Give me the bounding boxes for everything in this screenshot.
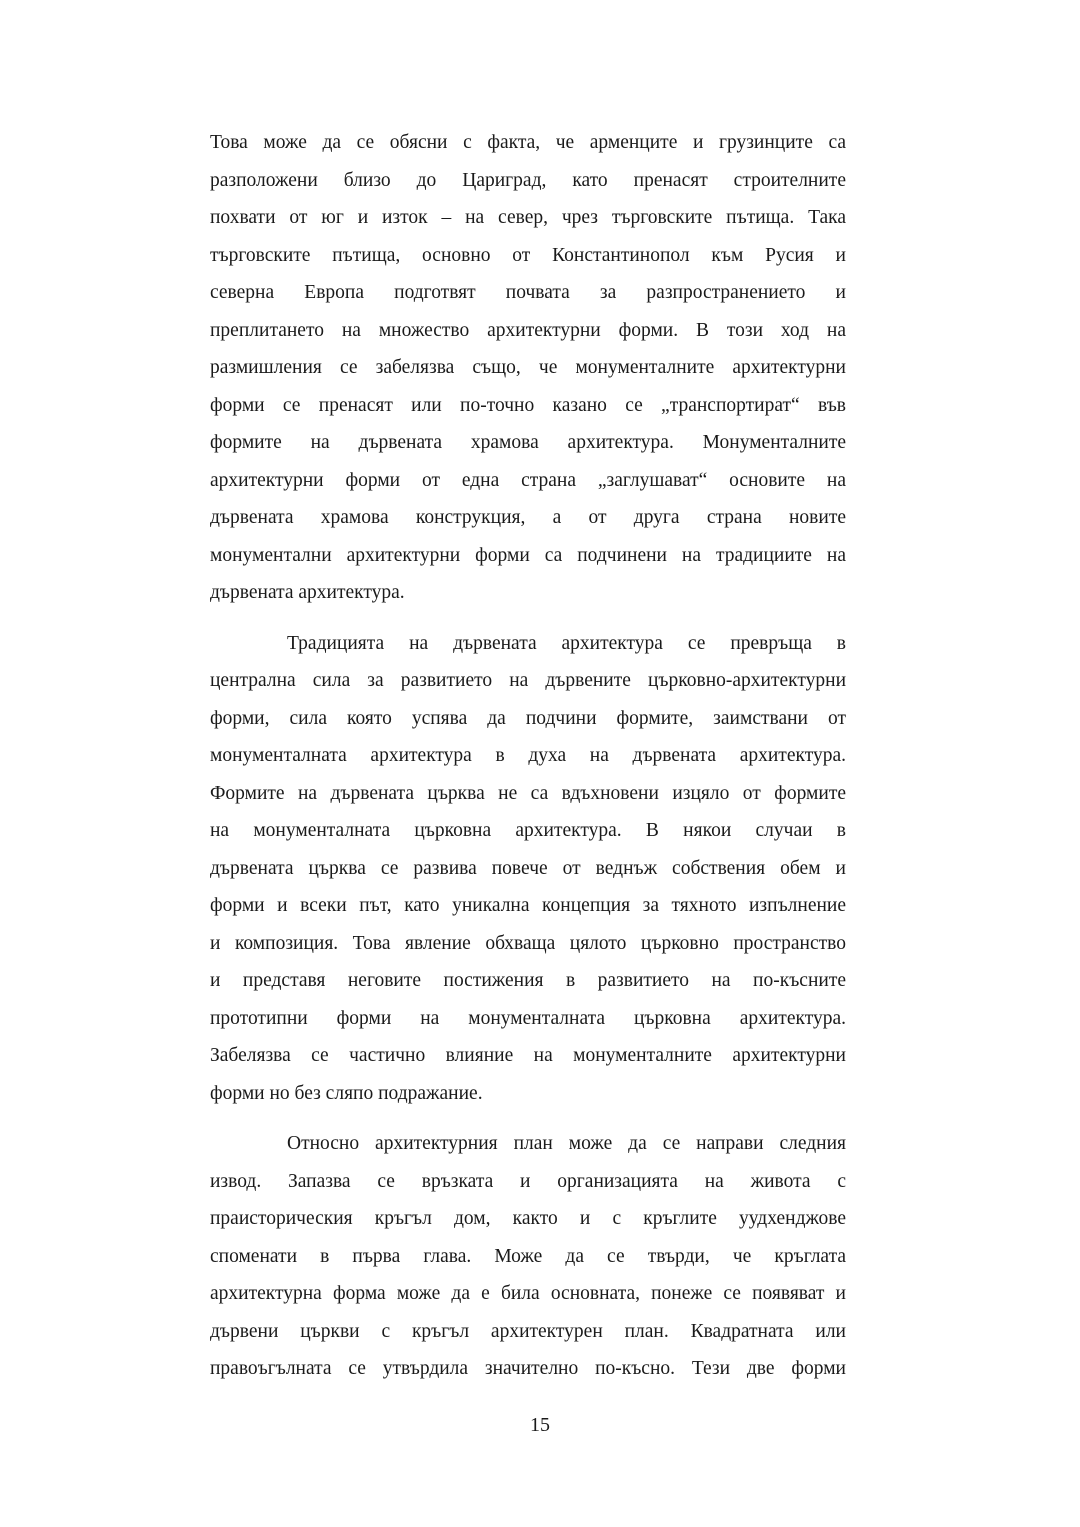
text-line: форми и всеки път, като уникална концепция за тяхното изпълнение [210,895,846,916]
text-line: форми се пренасят или по-точно казано се „транспортират“ във [210,394,846,416]
text-line: монументални архитектурни форми са подчинени на традициите на [210,544,846,566]
text-line: размишления се забелязва също, че монументалните архитектурни [210,357,846,378]
text-line: прототипни форми на монументалната църковна архитектура. [210,1007,846,1029]
text-line: дървени църкви с кръгъл архитектурен план. Квадратната или [210,1320,846,1342]
text-line: преплитането на множество архитектурни форми. В този ход на [210,319,846,341]
text-line: и композиция. Това явление обхваща цялото църковно пространство [210,932,846,954]
text-line: Традицията на дървената архитектура се превръща в [287,632,846,654]
text-line: извод. Запазва се връзката и организацията на живота с [210,1170,846,1192]
paragraph [210,625,846,1113]
paragraph-gap [210,1112,846,1125]
text-line: Формите на дървената църква не са вдъхновени изцяло от формите [210,782,846,804]
text-line: разположени близо до Цариград, като пренасят строителните [210,169,846,191]
body-text [210,124,846,1388]
text-line: дървената архитектура. [210,582,405,603]
text-line: правоъгълната се утвърдила значително по-късно. Тези две форми [210,1358,846,1379]
text-line: северна Европа подготвят почвата за разпространението и [210,282,846,303]
text-line: форми, сила която успява да подчини формите, заимствани от [210,707,846,729]
page-number: 15 [530,1414,550,1436]
text-line: дървената църква се развива повече от веднъж собствения обем и [210,857,846,879]
text-line: и представя неговите постижения в развитието на по-късните [210,970,846,991]
text-line: Забелязва се частично влияние на монументалните архитектурни [210,1045,846,1066]
text-line: монументалната архитектура в духа на дървената архитектура. [210,745,846,766]
text-line: централна сила за развитието на дървените църковно-архитектурни [210,670,846,691]
paragraph-gap [210,612,846,625]
paragraph [210,1125,846,1388]
text-line: формите на дървената храмова архитектура. Монументалните [210,432,846,453]
text-line: праисторическия кръгъл дом, както и с кръглите уудхенджове [210,1208,846,1229]
text-line: архитектурна форма може да е била основната, понеже се появяват и [210,1283,846,1304]
text-line: споменати в първа глава. Може да се твърди, че кръглата [210,1245,846,1267]
text-line: Относно архитектурния план може да се направи следния [287,1133,846,1154]
text-line: на монументалната църковна архитектура. В някои случаи в [210,820,846,841]
text-line: дървената храмова конструкция, а от друга страна новите [210,507,846,528]
text-line: форми но без сляпо подражание. [210,1082,483,1104]
text-line: Това може да се обясни с факта, че арменците и грузинците са [210,132,846,153]
text-line: архитектурни форми от една страна „заглушават“ основите на [210,469,846,491]
paragraph [210,124,846,612]
text-line: търговските пътища, основно от Константинопол към Русия и [210,244,846,266]
text-line: похвати от юг и изток – на север, чрез търговските пътища. Така [210,207,846,228]
